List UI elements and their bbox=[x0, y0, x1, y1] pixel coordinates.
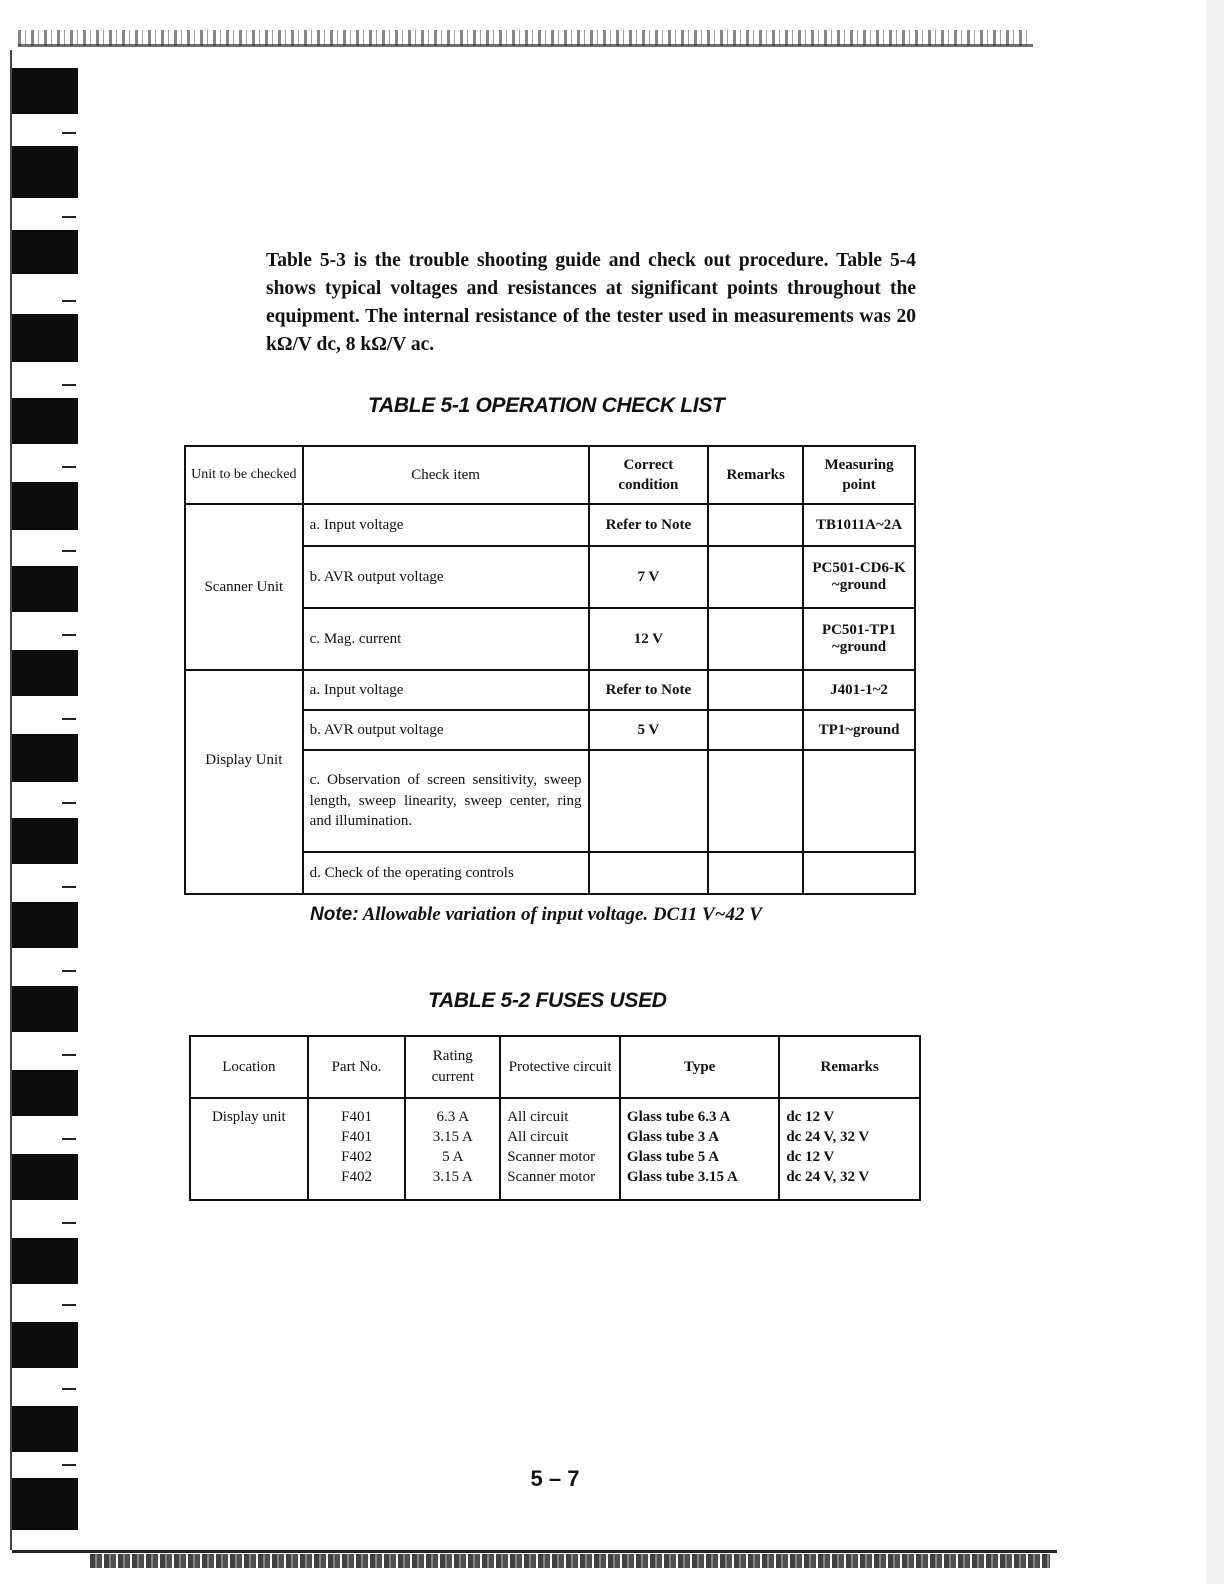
binder-tick bbox=[62, 970, 76, 972]
fuse-remarks: dc 12 V bbox=[786, 1109, 835, 1125]
binder-block bbox=[12, 230, 78, 274]
table1-note bbox=[310, 904, 762, 926]
protective-circuit: Scanner motor bbox=[507, 1169, 596, 1185]
measuring-point bbox=[803, 750, 915, 852]
remarks-cell bbox=[708, 670, 803, 710]
measuring-point bbox=[803, 852, 915, 894]
binder-tick bbox=[62, 384, 76, 386]
binder-block bbox=[12, 1322, 78, 1368]
correct-condition: 7 V bbox=[589, 546, 709, 608]
header-measuring-point: Measuring point bbox=[803, 446, 915, 504]
check-item: a. Input voltage bbox=[303, 670, 589, 710]
header-correct-condition: Correct condition bbox=[589, 446, 709, 504]
header-check-item: Check item bbox=[303, 446, 589, 504]
protective-circuit: Scanner motor bbox=[507, 1149, 596, 1165]
header-remarks: Remarks bbox=[708, 446, 803, 504]
protective-cell bbox=[500, 1098, 620, 1200]
note-label: Note: bbox=[310, 904, 359, 925]
binder-block bbox=[12, 1238, 78, 1284]
binder-block bbox=[12, 398, 78, 444]
scan-bottom-line bbox=[12, 1550, 1057, 1553]
header-protective-circuit: Protective circuit bbox=[500, 1036, 620, 1098]
rating: 6.3 A bbox=[436, 1109, 470, 1125]
fuse-type: Glass tube 6.3 A bbox=[626, 1109, 731, 1125]
fuse-type: Glass tube 3 A bbox=[626, 1129, 720, 1145]
binder-block bbox=[12, 146, 78, 198]
header-rating-current: Rating current bbox=[405, 1036, 500, 1098]
binder-block bbox=[12, 1478, 78, 1530]
header-location: Location bbox=[190, 1036, 308, 1098]
remarks-cell bbox=[708, 852, 803, 894]
rating: 5 A bbox=[442, 1149, 464, 1165]
check-item: c. Mag. current bbox=[303, 608, 589, 670]
binder-tick bbox=[62, 1464, 76, 1466]
binder-tick bbox=[62, 1222, 76, 1224]
rating: 3.15 A bbox=[432, 1169, 473, 1185]
binder-block bbox=[12, 566, 78, 612]
correct-condition: 5 V bbox=[589, 710, 709, 750]
table-row bbox=[190, 1098, 920, 1200]
table2-caption: TABLE 5-2 FUSES USED bbox=[428, 989, 667, 1012]
scan-bottom-noise bbox=[90, 1554, 1050, 1568]
binder-tick bbox=[62, 466, 76, 468]
remarks-cell bbox=[708, 608, 803, 670]
binder-tick bbox=[62, 550, 76, 552]
check-item: d. Check of the operating controls bbox=[303, 852, 589, 894]
rating-cell bbox=[405, 1098, 500, 1200]
unit-scanner: Scanner Unit bbox=[185, 504, 303, 670]
binder-block bbox=[12, 1070, 78, 1116]
binder-block bbox=[12, 902, 78, 948]
unit-display: Display Unit bbox=[185, 670, 303, 894]
fuse-remarks: dc 24 V, 32 V bbox=[786, 1129, 870, 1145]
part-no: F401 bbox=[341, 1109, 372, 1125]
measuring-point: J401-1~2 bbox=[803, 670, 915, 710]
table-row bbox=[185, 504, 915, 546]
operation-check-table bbox=[184, 445, 916, 895]
binder-tick bbox=[62, 216, 76, 218]
fuse-remarks: dc 12 V bbox=[786, 1149, 835, 1165]
correct-condition: Refer to Note bbox=[589, 504, 709, 546]
binder-block bbox=[12, 734, 78, 782]
binder-block bbox=[12, 986, 78, 1032]
check-item: c. Observation of screen sensitivity, sweep length, sweep linearity, sweep center, ring and illumination. bbox=[303, 750, 589, 852]
binder-tick bbox=[62, 1054, 76, 1056]
check-item: a. Input voltage bbox=[303, 504, 589, 546]
remarks-cell bbox=[708, 750, 803, 852]
binder-tick bbox=[62, 1304, 76, 1306]
measuring-point: TP1~ground bbox=[803, 710, 915, 750]
remarks-cell bbox=[779, 1098, 920, 1200]
check-item: b. AVR output voltage bbox=[303, 710, 589, 750]
table2-header-row bbox=[190, 1036, 920, 1098]
note-text: Allowable variation of input voltage. DC11 V~42 V bbox=[362, 904, 762, 925]
table1-header-row bbox=[185, 446, 915, 504]
header-unit: Unit to be checked bbox=[185, 446, 303, 504]
header-type: Type bbox=[620, 1036, 779, 1098]
location-cell: Display unit bbox=[190, 1098, 308, 1200]
binder-block bbox=[12, 650, 78, 696]
table-row bbox=[185, 670, 915, 710]
remarks-cell bbox=[708, 710, 803, 750]
binder-tick bbox=[62, 634, 76, 636]
table1-caption: TABLE 5-1 OPERATION CHECK LIST bbox=[368, 394, 725, 417]
binder-tick bbox=[62, 132, 76, 134]
binder-block bbox=[12, 1406, 78, 1452]
correct-condition: Refer to Note bbox=[589, 670, 709, 710]
measuring-point: PC501-CD6-K ~ground bbox=[803, 546, 915, 608]
fuses-table bbox=[189, 1035, 921, 1201]
check-item: b. AVR output voltage bbox=[303, 546, 589, 608]
binder-block bbox=[12, 818, 78, 864]
binder-tick bbox=[62, 1138, 76, 1140]
binder-tick bbox=[62, 802, 76, 804]
part-no: F401 bbox=[341, 1129, 372, 1145]
part-no: F402 bbox=[341, 1149, 372, 1165]
binder-tick bbox=[62, 300, 76, 302]
scan-top-line bbox=[18, 44, 1033, 47]
binder-block bbox=[12, 1154, 78, 1200]
fuse-remarks: dc 24 V, 32 V bbox=[786, 1169, 870, 1185]
fuse-type: Glass tube 3.15 A bbox=[626, 1169, 738, 1185]
page-number: 5 – 7 bbox=[530, 1466, 580, 1491]
header-remarks: Remarks bbox=[779, 1036, 920, 1098]
correct-condition: 12 V bbox=[589, 608, 709, 670]
measuring-point: TB1011A~2A bbox=[803, 504, 915, 546]
binder-tick bbox=[62, 1388, 76, 1390]
remarks-cell bbox=[708, 504, 803, 546]
binder-block bbox=[12, 68, 78, 114]
part-no-cell bbox=[308, 1098, 406, 1200]
correct-condition bbox=[589, 852, 709, 894]
binder-tick bbox=[62, 718, 76, 720]
correct-condition bbox=[589, 750, 709, 852]
measuring-point: PC501-TP1 ~ground bbox=[803, 608, 915, 670]
type-cell bbox=[620, 1098, 779, 1200]
intro-paragraph: Table 5-3 is the trouble shooting guide and check out procedure. Table 5-4 shows typical voltages and resistances at significant points throughout the equipment. The internal resistance of the tester used in measurements was 20 kΩ/V dc, 8 kΩ/V ac. bbox=[266, 250, 916, 355]
binder-block bbox=[12, 314, 78, 362]
rating: 3.15 A bbox=[432, 1129, 473, 1145]
protective-circuit: All circuit bbox=[507, 1129, 569, 1145]
page-edge-shadow bbox=[1206, 0, 1224, 1584]
remarks-cell bbox=[708, 546, 803, 608]
protective-circuit: All circuit bbox=[507, 1109, 569, 1125]
header-part-no: Part No. bbox=[308, 1036, 406, 1098]
binder-tick bbox=[62, 886, 76, 888]
binder-block bbox=[12, 482, 78, 530]
part-no: F402 bbox=[341, 1169, 372, 1185]
fuse-type: Glass tube 5 A bbox=[626, 1149, 720, 1165]
